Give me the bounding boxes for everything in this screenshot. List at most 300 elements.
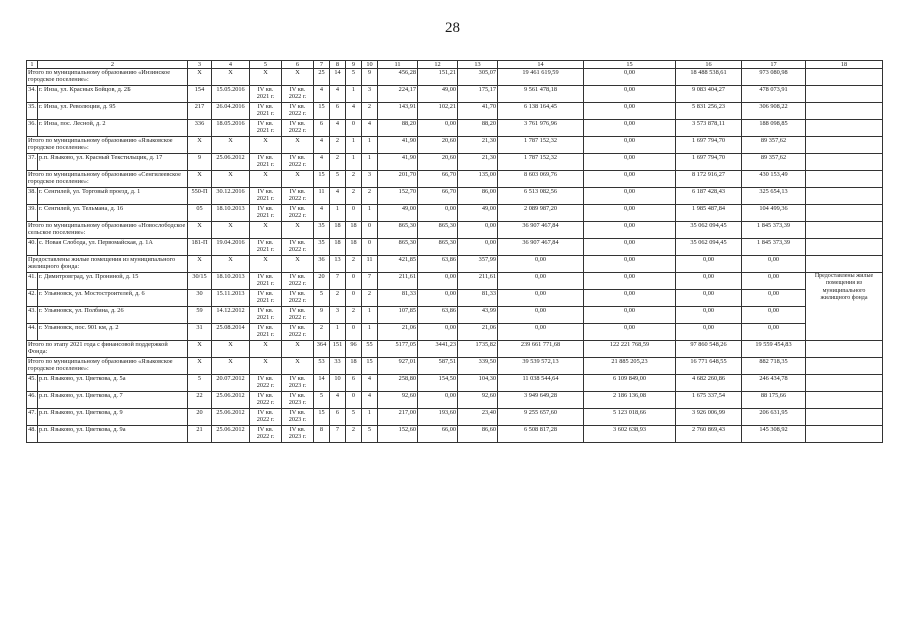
cell-col-4: X xyxy=(212,137,250,154)
cell-col-17: 145 308,92 xyxy=(742,426,806,443)
cell-col-12: 102,21 xyxy=(418,103,458,120)
cell-col-17: 0,00 xyxy=(742,290,806,307)
cell-col-7: 14 xyxy=(314,375,330,392)
cell-col-11: 927,01 xyxy=(378,358,418,375)
table-row xyxy=(27,154,883,171)
row-number: 37. xyxy=(27,154,38,171)
cell-col-8: 6 xyxy=(330,103,346,120)
cell-col-10: 1 xyxy=(362,137,378,154)
cell-col-6: IV кв. 2022 г. xyxy=(282,205,314,222)
cell-col-13: 21,30 xyxy=(458,154,498,171)
cell-col-18 xyxy=(806,103,883,120)
cell-col-15: 0,00 xyxy=(584,120,676,137)
cell-col-4: 15.05.2016 xyxy=(212,86,250,103)
cell-col-6: X xyxy=(282,222,314,239)
row-number: 34. xyxy=(27,86,38,103)
address-cell: г. Ульяновск, ул. Мостостроителей, д. 6 xyxy=(38,290,188,307)
cell-col-9: 0 xyxy=(346,273,362,290)
cell-col-11: 41,90 xyxy=(378,137,418,154)
cell-col-16: 0,00 xyxy=(676,273,742,290)
cell-col-3: 217 xyxy=(188,103,212,120)
total-label: Предоставлены жилые помещения из муниципального жилищного фонда: xyxy=(27,256,188,273)
cell-col-15: 6 109 849,00 xyxy=(584,375,676,392)
cell-col-12: 20,60 xyxy=(418,154,458,171)
cell-col-6: IV кв. 2023 г. xyxy=(282,409,314,426)
cell-col-11: 143,91 xyxy=(378,103,418,120)
cell-col-3: X xyxy=(188,222,212,239)
cell-col-15: 3 602 638,93 xyxy=(584,426,676,443)
cell-col-4: 15.11.2013 xyxy=(212,290,250,307)
total-label: Итого по этапу 2021 года с финансовой поддержкой Фонда: xyxy=(27,341,188,358)
cell-col-15: 2 186 136,08 xyxy=(584,392,676,409)
cell-col-16: 18 488 538,61 xyxy=(676,69,742,86)
cell-col-13: 86,00 xyxy=(458,188,498,205)
cell-col-3: 21 xyxy=(188,426,212,443)
cell-col-5: IV кв. 2021 г. xyxy=(250,239,282,256)
cell-col-11: 5177,05 xyxy=(378,341,418,358)
cell-col-16: 3 573 878,11 xyxy=(676,120,742,137)
column-number: 9 xyxy=(346,61,362,69)
cell-col-9: 1 xyxy=(346,137,362,154)
cell-col-14: 1 787 152,32 xyxy=(498,137,584,154)
cell-col-14: 239 661 771,68 xyxy=(498,341,584,358)
cell-col-7: 2 xyxy=(314,324,330,341)
cell-col-13: 1735,82 xyxy=(458,341,498,358)
cell-col-5: X xyxy=(250,171,282,188)
cell-col-5: IV кв. 2021 г. xyxy=(250,273,282,290)
cell-col-3: X xyxy=(188,341,212,358)
table-row xyxy=(27,409,883,426)
cell-col-18 xyxy=(806,222,883,239)
cell-col-14: 3 949 649,28 xyxy=(498,392,584,409)
cell-col-7: 53 xyxy=(314,358,330,375)
cell-col-10: 0 xyxy=(362,239,378,256)
cell-col-4: X xyxy=(212,69,250,86)
cell-col-6: IV кв. 2022 г. xyxy=(282,324,314,341)
cell-col-10: 1 xyxy=(362,154,378,171)
cell-col-9: 0 xyxy=(346,392,362,409)
cell-col-6: IV кв. 2022 г. xyxy=(282,307,314,324)
total-label: Итого по муниципальному образованию «Инзинское городское поселение»: xyxy=(27,69,188,86)
cell-col-5: IV кв. 2022 г. xyxy=(250,426,282,443)
cell-col-8: 14 xyxy=(330,69,346,86)
cell-col-9: 2 xyxy=(346,171,362,188)
cell-col-13: 49,00 xyxy=(458,205,498,222)
table-row xyxy=(27,290,883,307)
cell-col-11: 41,90 xyxy=(378,154,418,171)
cell-col-13: 135,00 xyxy=(458,171,498,188)
cell-col-7: 8 xyxy=(314,426,330,443)
cell-col-5: IV кв. 2021 г. xyxy=(250,120,282,137)
cell-col-17: 0,00 xyxy=(742,273,806,290)
cell-col-4: X xyxy=(212,171,250,188)
cell-col-8: 33 xyxy=(330,358,346,375)
cell-col-12: 63,86 xyxy=(418,256,458,273)
cell-col-7: 15 xyxy=(314,171,330,188)
cell-col-9: 0 xyxy=(346,290,362,307)
cell-col-11: 21,06 xyxy=(378,324,418,341)
cell-col-13: 88,20 xyxy=(458,120,498,137)
cell-col-14: 39 539 572,13 xyxy=(498,358,584,375)
cell-col-3: 5 xyxy=(188,375,212,392)
cell-col-7: 15 xyxy=(314,103,330,120)
cell-col-3: 154 xyxy=(188,86,212,103)
cell-col-12: 0,00 xyxy=(418,392,458,409)
table-row xyxy=(27,392,883,409)
table-total-row xyxy=(27,358,883,375)
cell-col-13: 43,99 xyxy=(458,307,498,324)
cell-col-15: 0,00 xyxy=(584,154,676,171)
cell-col-10: 15 xyxy=(362,358,378,375)
cell-col-18 xyxy=(806,426,883,443)
cell-col-5: IV кв. 2021 г. xyxy=(250,188,282,205)
cell-col-4: 19.04.2016 xyxy=(212,239,250,256)
cell-col-16: 0,00 xyxy=(676,324,742,341)
cell-col-18 xyxy=(806,69,883,86)
column-number-row xyxy=(27,61,883,69)
cell-col-10: 7 xyxy=(362,273,378,290)
cell-col-13: 21,06 xyxy=(458,324,498,341)
cell-col-4: 18.10.2013 xyxy=(212,273,250,290)
cell-col-16: 2 760 869,43 xyxy=(676,426,742,443)
cell-col-18 xyxy=(806,205,883,222)
total-label: Итого по муниципальному образованию «Новослободское сельское поселение»: xyxy=(27,222,188,239)
cell-col-17: 1 845 373,39 xyxy=(742,222,806,239)
cell-col-12: 3441,23 xyxy=(418,341,458,358)
cell-col-18 xyxy=(806,375,883,392)
cell-col-13: 92,60 xyxy=(458,392,498,409)
cell-col-3: 20 xyxy=(188,409,212,426)
cell-col-16: 6 187 428,43 xyxy=(676,188,742,205)
cell-col-12: 0,00 xyxy=(418,120,458,137)
address-cell: р.п. Языково, ул. Цветкова, д. 9а xyxy=(38,426,188,443)
cell-col-5: IV кв. 2021 г. xyxy=(250,324,282,341)
column-number: 16 xyxy=(676,61,742,69)
cell-col-10: 0 xyxy=(362,222,378,239)
row-number: 35. xyxy=(27,103,38,120)
cell-col-6: IV кв. 2022 г. xyxy=(282,103,314,120)
cell-col-4: X xyxy=(212,222,250,239)
cell-col-5: X xyxy=(250,222,282,239)
cell-col-7: 20 xyxy=(314,273,330,290)
cell-col-5: IV кв. 2022 г. xyxy=(250,409,282,426)
cell-col-8: 10 xyxy=(330,375,346,392)
cell-col-3: X xyxy=(188,358,212,375)
cell-col-6: IV кв. 2023 г. xyxy=(282,426,314,443)
column-number: 4 xyxy=(212,61,250,69)
cell-col-8: 2 xyxy=(330,137,346,154)
cell-col-12: 63,86 xyxy=(418,307,458,324)
cell-col-3: X xyxy=(188,69,212,86)
cell-col-16: 8 172 916,27 xyxy=(676,171,742,188)
column-number: 13 xyxy=(458,61,498,69)
cell-col-15: 0,00 xyxy=(584,103,676,120)
cell-col-8: 7 xyxy=(330,273,346,290)
cell-col-6: X xyxy=(282,341,314,358)
cell-col-18 xyxy=(806,358,883,375)
cell-col-8: 13 xyxy=(330,256,346,273)
table-total-row xyxy=(27,137,883,154)
cell-col-13: 0,00 xyxy=(458,239,498,256)
cell-col-6: IV кв. 2022 г. xyxy=(282,239,314,256)
cell-col-3: 336 xyxy=(188,120,212,137)
cell-col-9: 1 xyxy=(346,86,362,103)
row-number: 41. xyxy=(27,273,38,290)
cell-col-12: 0,00 xyxy=(418,205,458,222)
table-row xyxy=(27,426,883,443)
total-label: Итого по муниципальному образованию «Языковское городское поселение»: xyxy=(27,137,188,154)
cell-col-11: 88,20 xyxy=(378,120,418,137)
cell-col-16: 1 697 794,70 xyxy=(676,154,742,171)
cell-col-10: 4 xyxy=(362,375,378,392)
address-cell: р.п. Языково, ул. Цветкова, д. 5а xyxy=(38,375,188,392)
cell-col-14: 6 138 164,45 xyxy=(498,103,584,120)
cell-col-17: 188 098,85 xyxy=(742,120,806,137)
cell-col-5: IV кв. 2021 г. xyxy=(250,205,282,222)
cell-col-16: 1 697 794,70 xyxy=(676,137,742,154)
cell-col-15: 5 123 018,66 xyxy=(584,409,676,426)
table-row xyxy=(27,307,883,324)
cell-col-6: IV кв. 2023 г. xyxy=(282,375,314,392)
cell-col-16: 0,00 xyxy=(676,307,742,324)
cell-col-10: 55 xyxy=(362,341,378,358)
cell-col-15: 0,00 xyxy=(584,69,676,86)
cell-col-15: 0,00 xyxy=(584,137,676,154)
cell-col-16: 1 675 337,54 xyxy=(676,392,742,409)
cell-col-8: 2 xyxy=(330,154,346,171)
cell-col-7: 15 xyxy=(314,409,330,426)
cell-col-16: 16 771 648,55 xyxy=(676,358,742,375)
cell-col-10: 1 xyxy=(362,324,378,341)
cell-col-17: 89 357,62 xyxy=(742,137,806,154)
cell-col-18 xyxy=(806,341,883,358)
cell-col-7: 5 xyxy=(314,290,330,307)
cell-col-9: 18 xyxy=(346,239,362,256)
cell-col-11: 201,70 xyxy=(378,171,418,188)
cell-col-15: 0,00 xyxy=(584,324,676,341)
resettlement-table xyxy=(26,60,883,443)
cell-col-15: 0,00 xyxy=(584,273,676,290)
column-number: 11 xyxy=(378,61,418,69)
cell-col-10: 3 xyxy=(362,86,378,103)
cell-col-15: 0,00 xyxy=(584,171,676,188)
cell-col-10: 1 xyxy=(362,409,378,426)
cell-col-4: X xyxy=(212,358,250,375)
cell-col-18 xyxy=(806,392,883,409)
cell-col-11: 211,61 xyxy=(378,273,418,290)
cell-col-8: 2 xyxy=(330,290,346,307)
cell-col-7: 35 xyxy=(314,239,330,256)
cell-col-4: 18.05.2016 xyxy=(212,120,250,137)
cell-col-13: 81,33 xyxy=(458,290,498,307)
cell-col-14: 6 508 817,28 xyxy=(498,426,584,443)
cell-col-16: 35 062 094,45 xyxy=(676,239,742,256)
cell-col-6: X xyxy=(282,69,314,86)
column-number: 7 xyxy=(314,61,330,69)
cell-col-14: 1 787 152,32 xyxy=(498,154,584,171)
cell-col-9: 2 xyxy=(346,426,362,443)
address-cell: р.п. Языково, ул. Цветкова, д. 9 xyxy=(38,409,188,426)
address-cell: р.п. Языково, ул. Цветкова, д. 7 xyxy=(38,392,188,409)
address-cell: г. Инза, ул. Революции, д. 95 xyxy=(38,103,188,120)
cell-col-6: X xyxy=(282,256,314,273)
cell-col-6: IV кв. 2023 г. xyxy=(282,392,314,409)
cell-col-16: 0,00 xyxy=(676,290,742,307)
table-row xyxy=(27,324,883,341)
cell-col-11: 152,60 xyxy=(378,426,418,443)
cell-col-7: 4 xyxy=(314,86,330,103)
page-number: 28 xyxy=(445,20,460,36)
cell-col-5: X xyxy=(250,256,282,273)
address-cell: г. Димитровград, ул. Прониной, д. 15 xyxy=(38,273,188,290)
cell-col-7: 9 xyxy=(314,307,330,324)
cell-col-3: 550-П xyxy=(188,188,212,205)
cell-col-15: 21 885 205,23 xyxy=(584,358,676,375)
cell-col-9: 2 xyxy=(346,256,362,273)
address-cell: г. Сенгилей, ул. Торговый проезд, д. 1 xyxy=(38,188,188,205)
row-number: 43. xyxy=(27,307,38,324)
address-cell: г. Сенгилей, ул. Тельмана, д. 16 xyxy=(38,205,188,222)
cell-col-14: 11 038 544,64 xyxy=(498,375,584,392)
cell-col-16: 5 831 256,23 xyxy=(676,103,742,120)
cell-col-8: 4 xyxy=(330,392,346,409)
cell-col-9: 1 xyxy=(346,154,362,171)
cell-col-3: X xyxy=(188,256,212,273)
cell-col-11: 152,70 xyxy=(378,188,418,205)
cell-col-5: IV кв. 2021 г. xyxy=(250,307,282,324)
column-number: 1 xyxy=(27,61,38,69)
cell-col-14: 9 255 657,60 xyxy=(498,409,584,426)
cell-col-17: 325 654,13 xyxy=(742,188,806,205)
row-number: 40. xyxy=(27,239,38,256)
cell-col-13: 357,99 xyxy=(458,256,498,273)
table-row xyxy=(27,205,883,222)
table-total-row xyxy=(27,171,883,188)
cell-col-6: IV кв. 2022 г. xyxy=(282,290,314,307)
total-label: Итого по муниципальному образованию «Сенгилеевское городское поселение»: xyxy=(27,171,188,188)
cell-col-12: 151,21 xyxy=(418,69,458,86)
column-number: 12 xyxy=(418,61,458,69)
table-row xyxy=(27,375,883,392)
cell-col-4: 25.06.2012 xyxy=(212,409,250,426)
cell-col-9: 2 xyxy=(346,188,362,205)
cell-col-9: 18 xyxy=(346,222,362,239)
cell-col-17: 0,00 xyxy=(742,324,806,341)
cell-col-11: 258,80 xyxy=(378,375,418,392)
cell-col-7: 4 xyxy=(314,154,330,171)
column-number: 18 xyxy=(806,61,883,69)
cell-col-17: 306 908,22 xyxy=(742,103,806,120)
cell-col-10: 11 xyxy=(362,256,378,273)
cell-col-13: 86,60 xyxy=(458,426,498,443)
cell-col-10: 5 xyxy=(362,426,378,443)
cell-col-9: 18 xyxy=(346,358,362,375)
row-number: 47. xyxy=(27,409,38,426)
cell-col-6: X xyxy=(282,358,314,375)
cell-col-7: 364 xyxy=(314,341,330,358)
cell-col-18 xyxy=(806,171,883,188)
cell-col-6: IV кв. 2022 г. xyxy=(282,273,314,290)
cell-col-10: 9 xyxy=(362,69,378,86)
cell-col-17: 19 559 454,83 xyxy=(742,341,806,358)
column-number: 3 xyxy=(188,61,212,69)
cell-col-13: 0,00 xyxy=(458,222,498,239)
cell-col-12: 66,70 xyxy=(418,188,458,205)
cell-col-16: 4 682 260,86 xyxy=(676,375,742,392)
row-number: 38. xyxy=(27,188,38,205)
cell-col-10: 2 xyxy=(362,290,378,307)
table-total-row xyxy=(27,256,883,273)
column-number: 6 xyxy=(282,61,314,69)
cell-col-11: 456,28 xyxy=(378,69,418,86)
row-number: 44. xyxy=(27,324,38,341)
address-cell: с. Новая Слобода, ул. Первомайская, д. 1А xyxy=(38,239,188,256)
cell-col-11: 49,00 xyxy=(378,205,418,222)
cell-col-17: 1 845 373,39 xyxy=(742,239,806,256)
cell-col-9: 96 xyxy=(346,341,362,358)
cell-col-14: 6 513 082,56 xyxy=(498,188,584,205)
cell-col-11: 217,00 xyxy=(378,409,418,426)
row-number: 48. xyxy=(27,426,38,443)
cell-col-14: 0,00 xyxy=(498,256,584,273)
cell-col-12: 0,00 xyxy=(418,273,458,290)
cell-col-11: 81,33 xyxy=(378,290,418,307)
row-number: 42. xyxy=(27,290,38,307)
cell-col-14: 8 603 069,76 xyxy=(498,171,584,188)
cell-col-14: 0,00 xyxy=(498,273,584,290)
cell-col-4: 20.07.2012 xyxy=(212,375,250,392)
cell-col-4: X xyxy=(212,256,250,273)
cell-col-9: 0 xyxy=(346,205,362,222)
table-row xyxy=(27,86,883,103)
column-number: 2 xyxy=(38,61,188,69)
table-row xyxy=(27,103,883,120)
cell-col-5: IV кв. 2021 г. xyxy=(250,154,282,171)
cell-col-4: 14.12.2012 xyxy=(212,307,250,324)
cell-col-14: 0,00 xyxy=(498,307,584,324)
table-row xyxy=(27,120,883,137)
cell-col-15: 0,00 xyxy=(584,256,676,273)
cell-col-12: 49,00 xyxy=(418,86,458,103)
table-total-row xyxy=(27,341,883,358)
address-cell: г. Ульяновск, ул. Полбина, д. 26 xyxy=(38,307,188,324)
cell-col-17: 0,00 xyxy=(742,307,806,324)
cell-col-6: IV кв. 2022 г. xyxy=(282,86,314,103)
cell-col-16: 97 860 548,26 xyxy=(676,341,742,358)
cell-col-4: 18.10.2013 xyxy=(212,205,250,222)
cell-col-10: 2 xyxy=(362,103,378,120)
cell-col-5: IV кв. 2021 г. xyxy=(250,103,282,120)
cell-col-4: 25.06.2012 xyxy=(212,154,250,171)
cell-col-5: X xyxy=(250,358,282,375)
cell-col-10: 1 xyxy=(362,205,378,222)
cell-col-12: 66,70 xyxy=(418,171,458,188)
cell-col-13: 41,70 xyxy=(458,103,498,120)
cell-col-12: 0,00 xyxy=(418,324,458,341)
cell-col-18 xyxy=(806,188,883,205)
cell-col-7: 4 xyxy=(314,137,330,154)
cell-col-18 xyxy=(806,256,883,273)
cell-col-5: X xyxy=(250,341,282,358)
cell-col-4: 25.06.2012 xyxy=(212,392,250,409)
table-row xyxy=(27,273,883,290)
total-label: Итого по муниципальному образованию «Языковское городское поселение»: xyxy=(27,358,188,375)
cell-col-6: IV кв. 2022 г. xyxy=(282,188,314,205)
cell-col-4: X xyxy=(212,341,250,358)
cell-col-3: 30/15 xyxy=(188,273,212,290)
cell-col-15: 122 221 768,59 xyxy=(584,341,676,358)
column-number: 10 xyxy=(362,61,378,69)
